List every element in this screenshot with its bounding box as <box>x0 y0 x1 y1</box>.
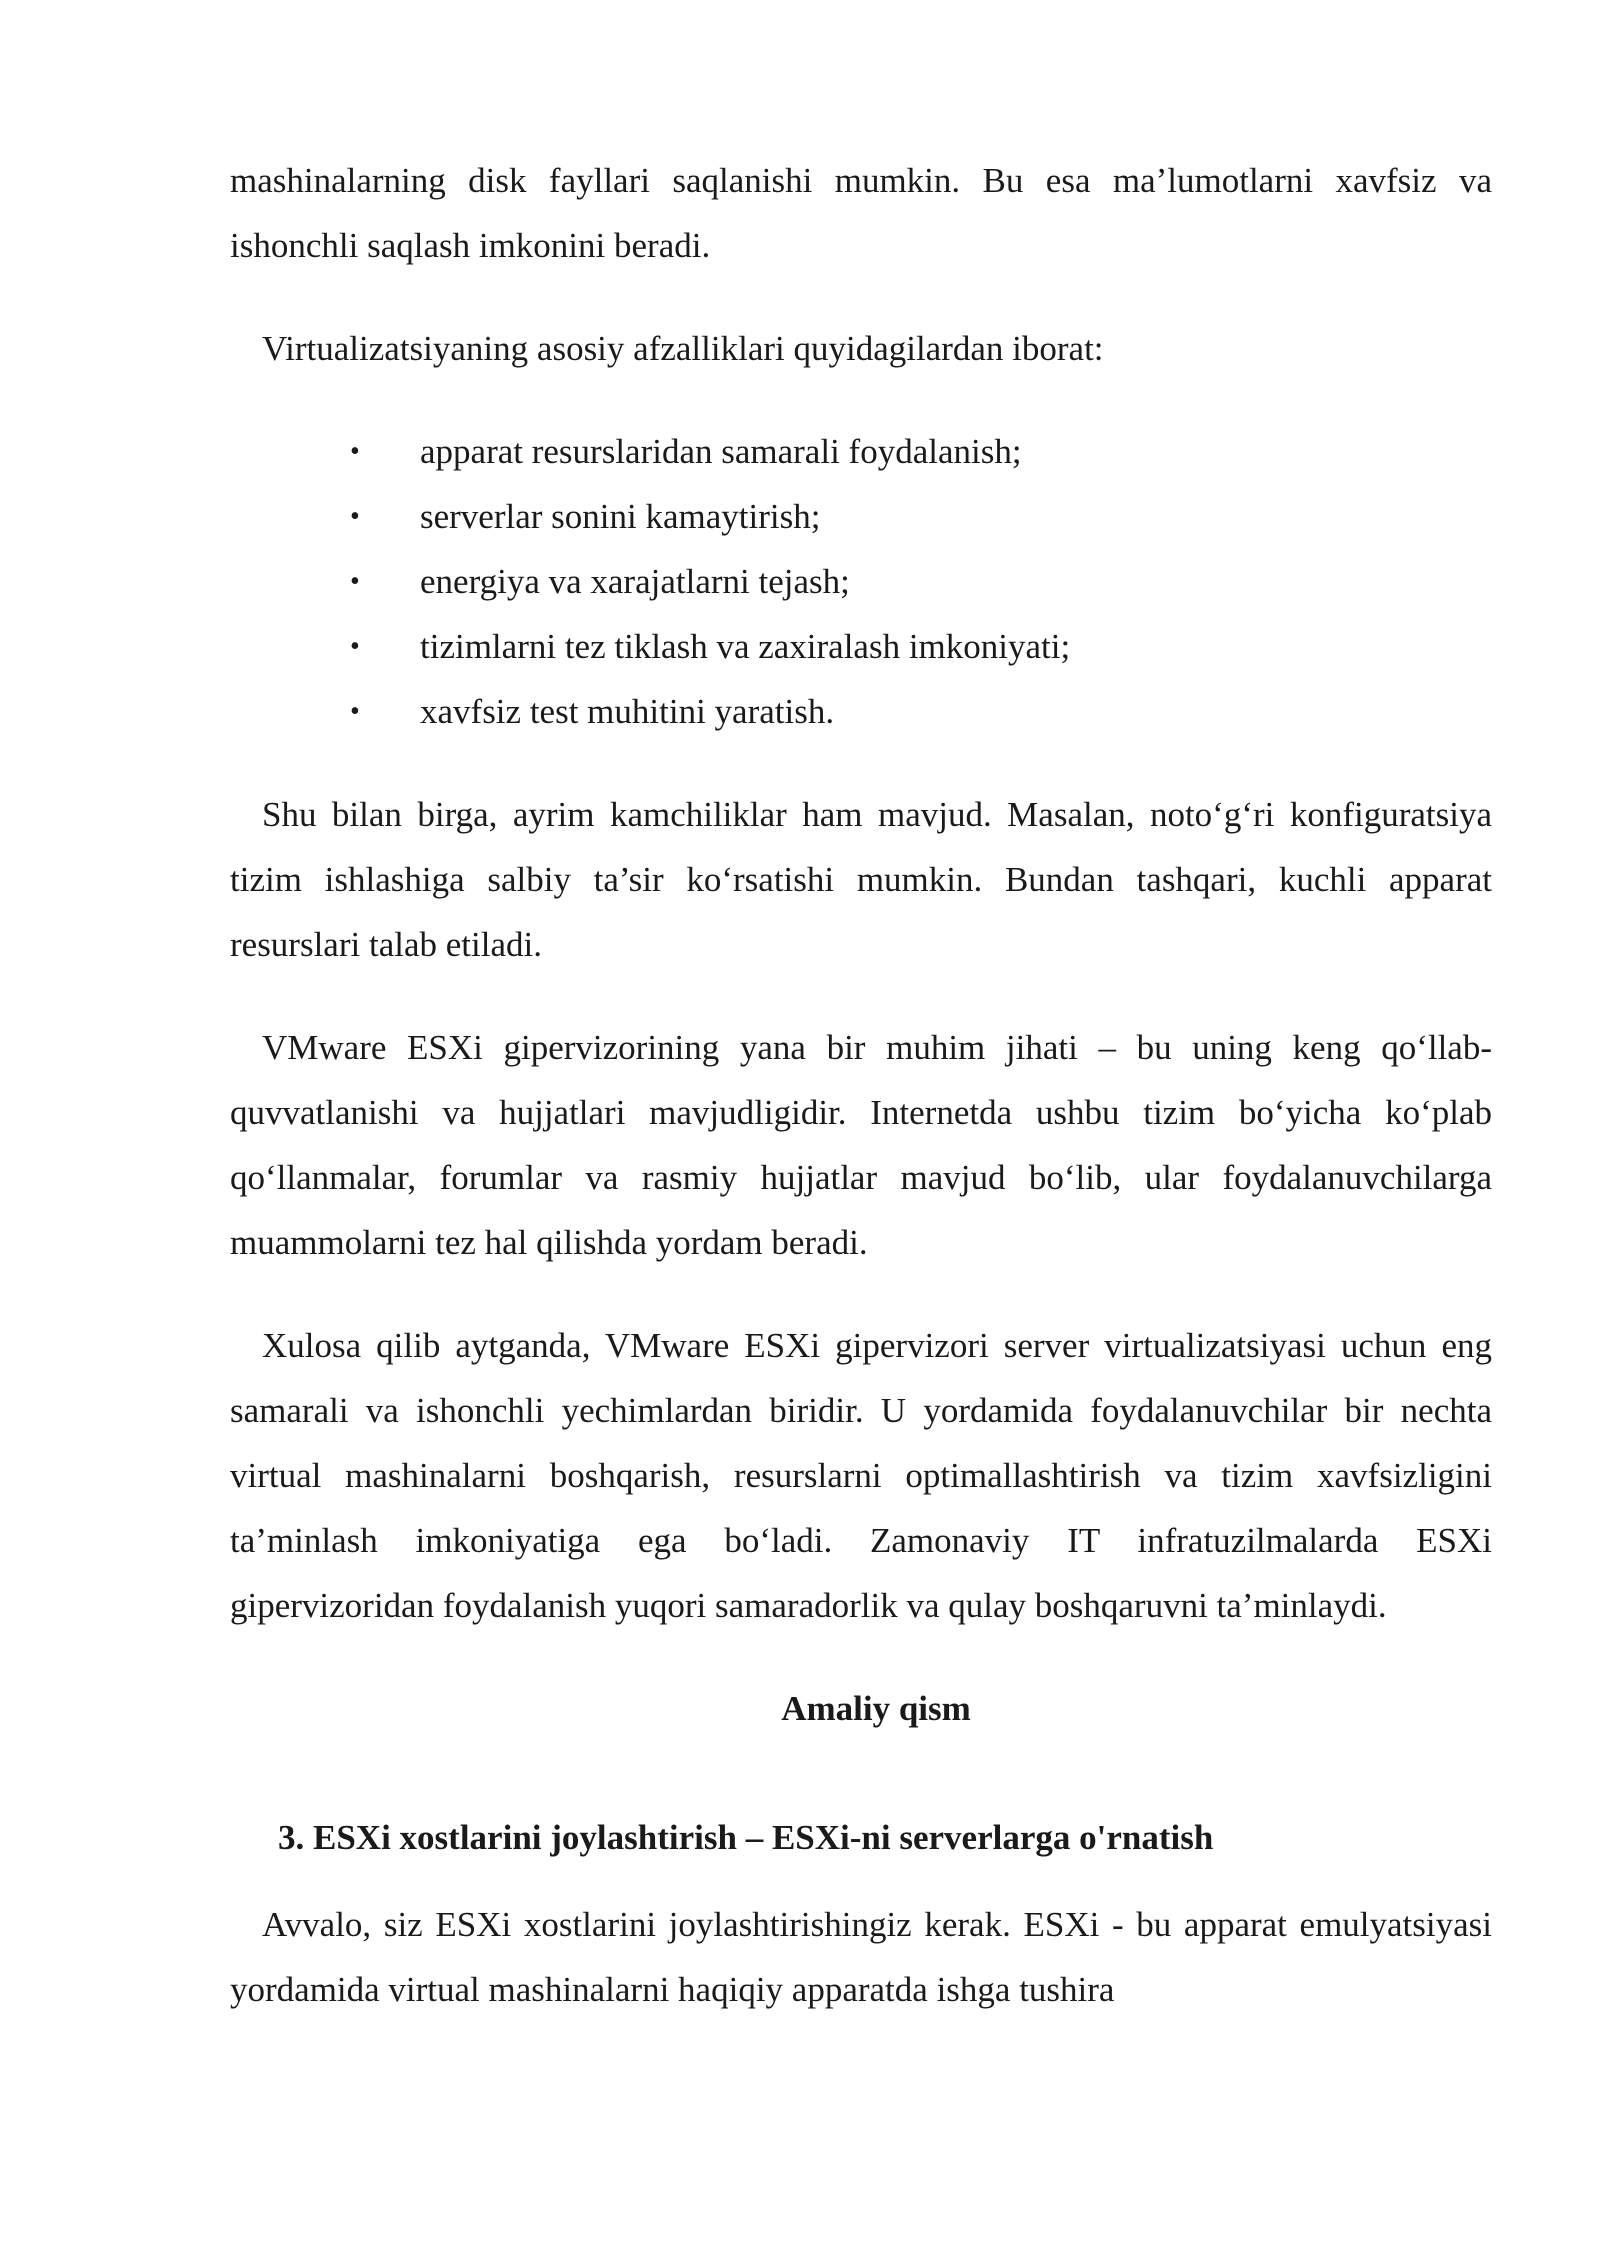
heading-practical-part: Amaliy qism <box>781 1689 971 1728</box>
list-item-text: apparat resurslaridan samarali foydalanish; <box>420 432 1022 471</box>
bullet-icon: • <box>350 696 360 727</box>
list-item <box>230 679 1492 744</box>
paragraph-disk-files: mashinalarning disk fayllari saqlanishi mumkin. Bu esa ma’lumotlarni xavfsiz va ishonchli saqlash imkonini beradi. <box>230 161 1492 265</box>
list-item-text: xavfsiz test muhitini yaratish. <box>420 692 835 731</box>
document-page <box>230 148 1492 2022</box>
list-item <box>230 549 1492 614</box>
list-item <box>230 484 1492 549</box>
paragraph-advantages-intro: Virtualizatsiyaning asosiy afzalliklari quyidagilardan iborat: <box>262 329 1104 368</box>
paragraph-documentation: VMware ESXi gipervizorining yana bir muhim jihati – bu uning keng qo‘llab-quvvatlanishi va hujjatlari mavjudligidir. Internetda ushbu tizim bo‘yicha ko‘plab qo‘llanmalar, forumlar va rasmiy hujjatlar mavjud bo‘lib, ular foydalanuvchilarga muammolarni tez hal qilishda yordam beradi. <box>230 1028 1492 1262</box>
heading-section-3: 3. ESXi xostlarini joylashtirish – ESXi-ni serverlarga o'rnatish <box>278 1818 1214 1857</box>
list-item <box>230 419 1492 484</box>
bullet-icon: • <box>350 501 360 532</box>
list-item <box>230 614 1492 679</box>
bullet-icon: • <box>350 566 360 597</box>
paragraph-disadvantages: Shu bilan birga, ayrim kamchiliklar ham mavjud. Masalan, noto‘g‘ri konfiguratsiya tizim ishlashiga salbiy ta’sir ko‘rsatishi mumkin. Bundan tashqari, kuchli apparat resurslari talab etiladi. <box>230 795 1492 964</box>
list-item-text: serverlar sonini kamaytirish; <box>420 497 821 536</box>
advantages-list <box>230 419 1492 744</box>
paragraph-conclusion: Xulosa qilib aytganda, VMware ESXi gipervizori server virtualizatsiyasi uchun eng samarali va ishonchli yechimlardan biridir. U yordamida foydalanuvchilar bir nechta virtual mashinalarni boshqarish, resurslarni optimallashtirish va tizim xavfsizligini ta’minlash imkoniyatiga ega bo‘ladi. Zamonaviy IT infratuzilmalarda ESXi gipervizoridan foydalanish yuqori samaradorlik va qulay boshqaruvni ta’minlaydi. <box>230 1326 1492 1625</box>
bullet-icon: • <box>350 631 360 662</box>
list-item-text: energiya va xarajatlarni tejash; <box>420 562 850 601</box>
bullet-icon: • <box>350 436 360 467</box>
list-item-text: tizimlarni tez tiklash va zaxiralash imkoniyati; <box>420 627 1071 666</box>
paragraph-esxi-deploy: Avvalo, siz ESXi xostlarini joylashtirishingiz kerak. ESXi - bu apparat emulyatsiyasi yordamida virtual mashinalarni haqiqiy apparatda ishga tushira <box>230 1905 1492 2009</box>
